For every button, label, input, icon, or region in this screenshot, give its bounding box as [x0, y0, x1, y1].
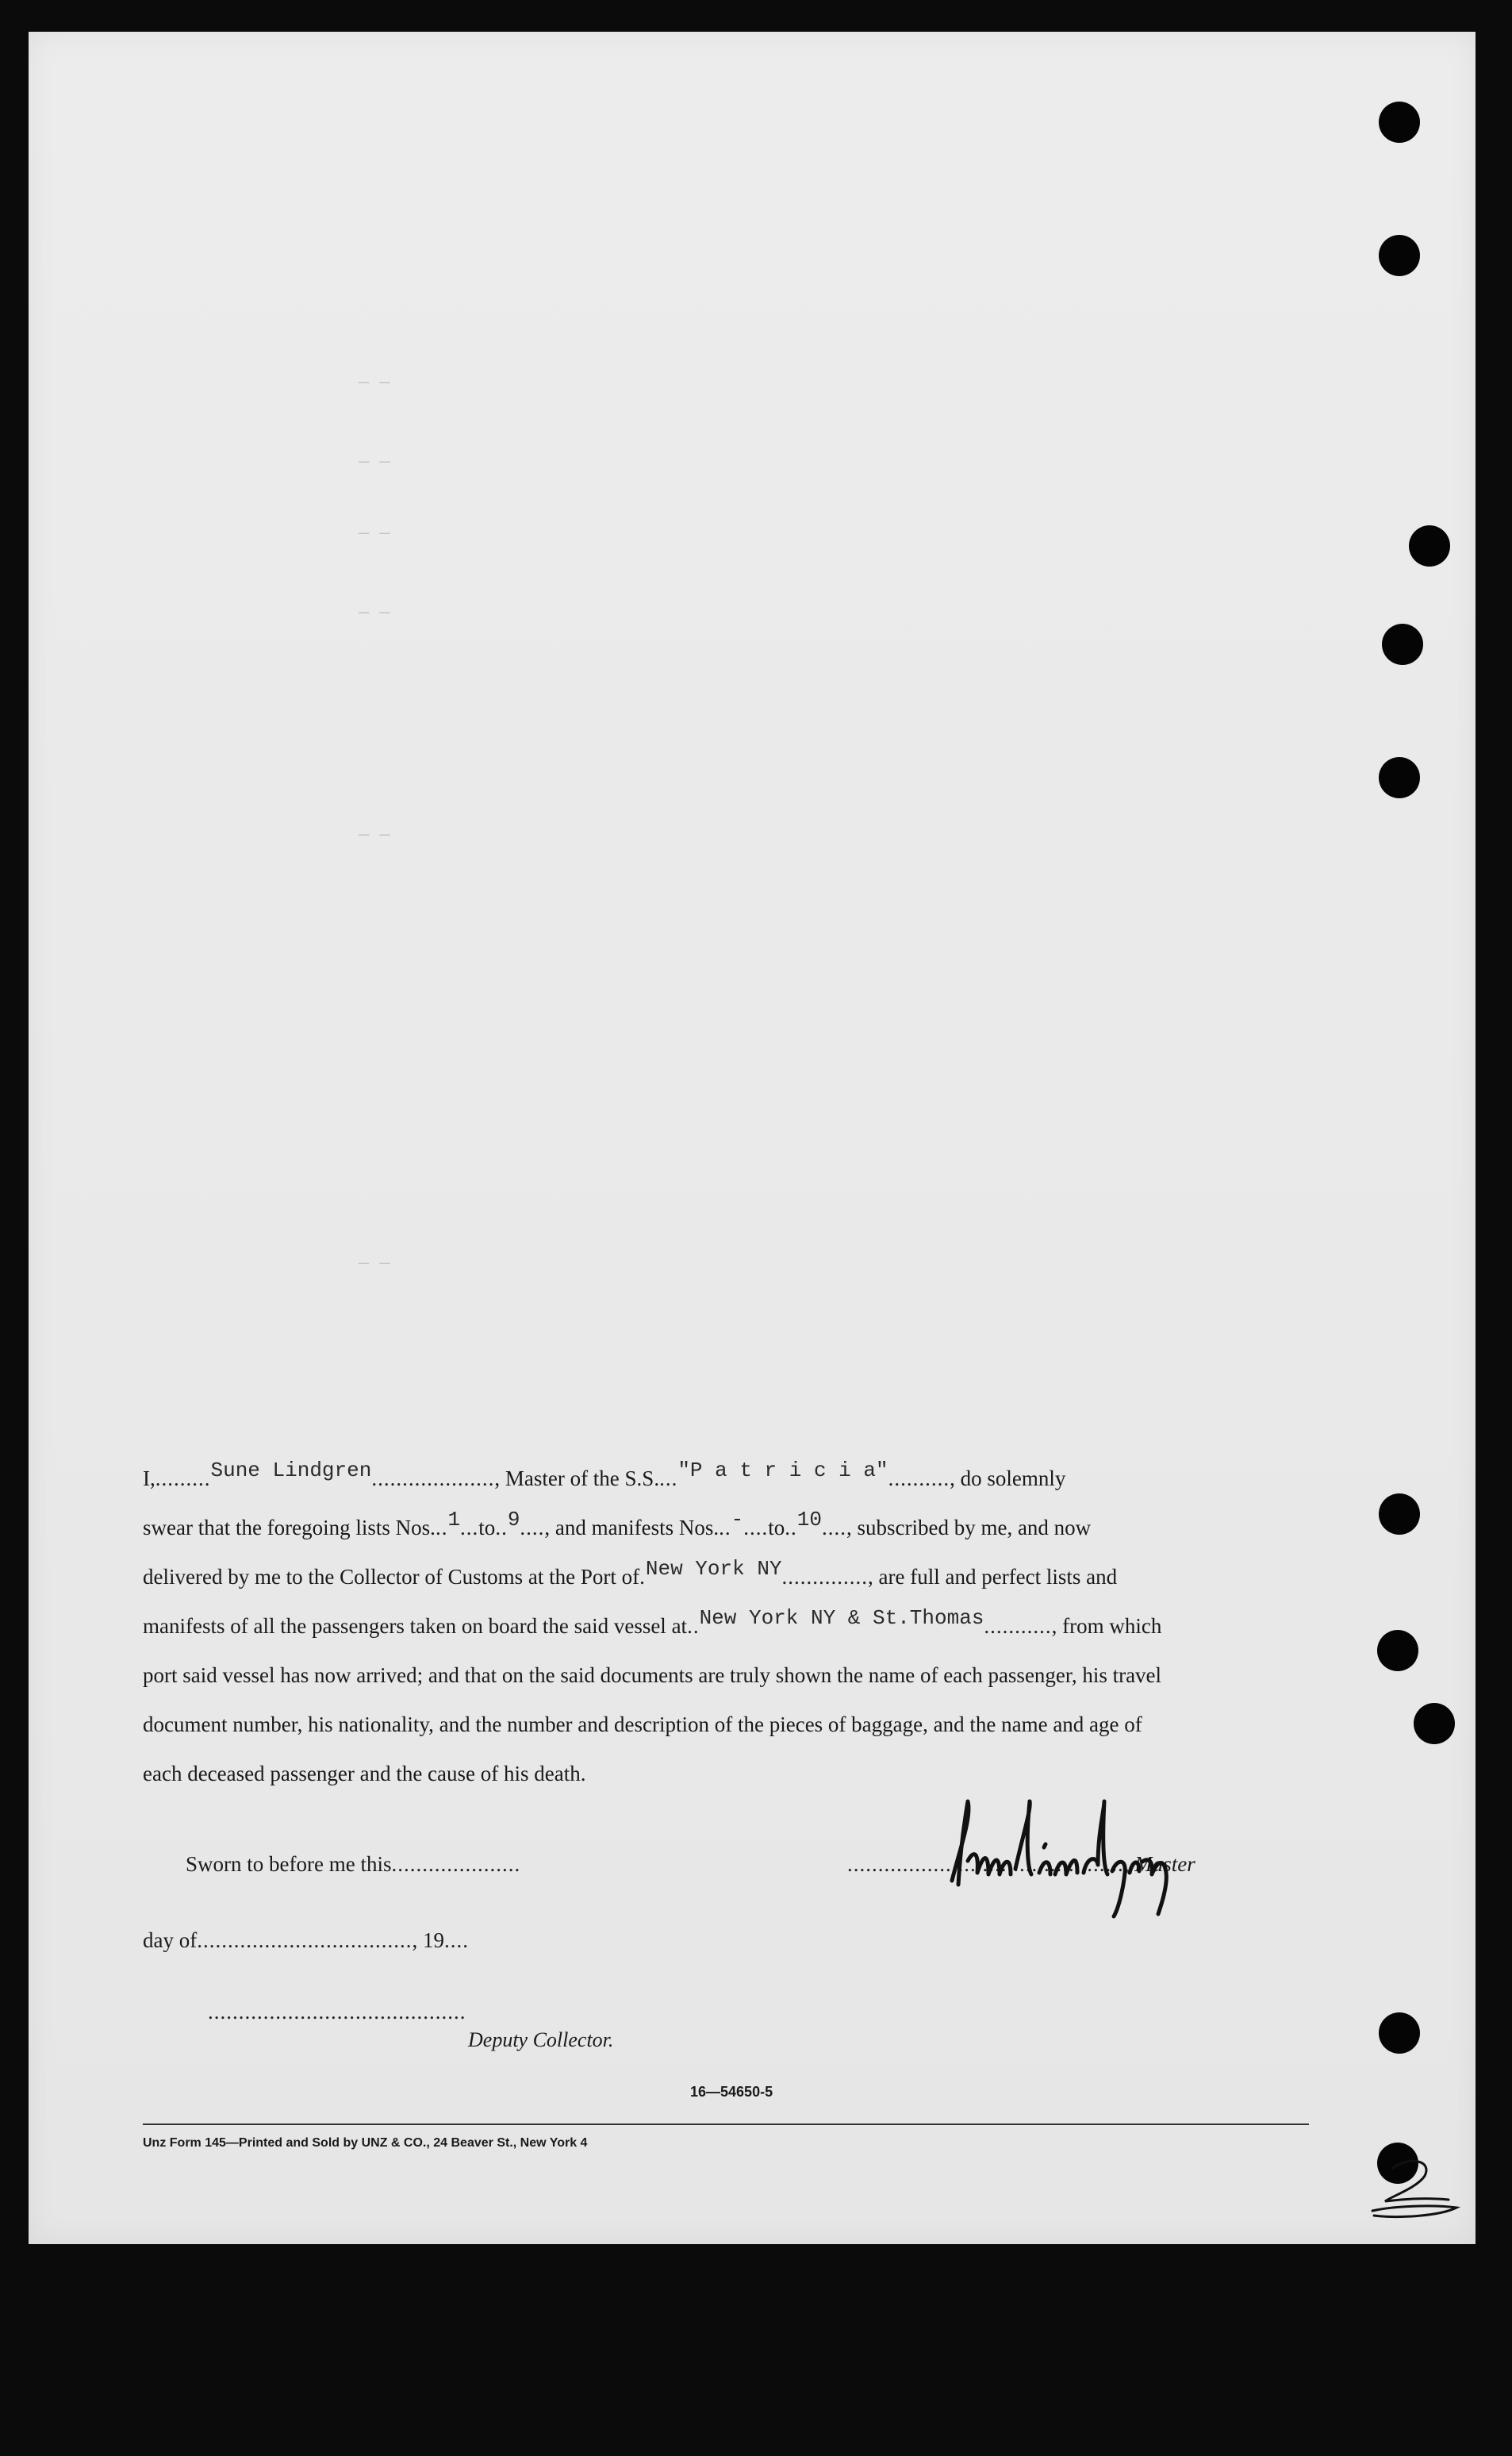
- text: , subscribed by me, and now: [846, 1516, 1092, 1539]
- punch-hole: [1379, 235, 1420, 276]
- text: , Master of the S.S.: [494, 1466, 660, 1490]
- sworn-line: Sworn to before me this.....................: [186, 1852, 521, 1876]
- deputy-signature-line: ..........................................: [208, 2000, 466, 2024]
- port-of-embarkation: New York NY & St.Thomas: [699, 1606, 984, 1630]
- master-label: Master: [1134, 1852, 1195, 1876]
- master-name: Sune Lindgren: [210, 1459, 372, 1482]
- text: , from which: [1051, 1614, 1162, 1638]
- bleed-through-mark: — —: [359, 373, 390, 393]
- bleed-through-mark: — —: [359, 1254, 390, 1274]
- lists-from: 1: [447, 1508, 461, 1532]
- sworn-label: Sworn to before me this: [186, 1852, 392, 1876]
- master-signature-line: ............................................., Master: [847, 1852, 1195, 1876]
- declaration-line-2: swear that the foregoing lists Nos...1...to..9...., and manifests Nos...-....to..10...., subscribed by me, and now: [143, 1508, 1092, 1539]
- text: , do solemnly: [950, 1466, 1066, 1490]
- printer-footer: Unz Form 145—Printed and Sold by UNZ & CO., 24 Beaver St., New York 4: [143, 2136, 588, 2150]
- day-of-label: day of: [143, 1928, 198, 1952]
- declaration-line-4: manifests of all the passengers taken on board the said vessel at..New York NY & St.Thomas..........., from which: [143, 1606, 1162, 1638]
- punch-hole: [1414, 1703, 1455, 1744]
- text: to: [478, 1516, 496, 1539]
- lists-to: 9: [507, 1508, 520, 1532]
- punch-hole: [1377, 1630, 1418, 1671]
- text: delivered by me to the Collector of Customs at the Port of: [143, 1565, 640, 1589]
- form-number: 16—54650-5: [690, 2084, 773, 2100]
- bleed-through-mark: — —: [359, 524, 390, 544]
- punch-hole: [1379, 102, 1420, 143]
- declaration-line-3: delivered by me to the Collector of Customs at the Port of.New York NY.............., are full and perfect lists and: [143, 1557, 1118, 1589]
- text: , and manifests Nos.: [544, 1516, 720, 1539]
- text: I,: [143, 1466, 155, 1490]
- text: to: [768, 1516, 785, 1539]
- text: swear that the foregoing lists Nos.: [143, 1516, 436, 1539]
- master-signature: [928, 1785, 1198, 1920]
- ship-name: "P a t r i c i a": [677, 1459, 888, 1482]
- bleed-through-mark: — —: [359, 825, 390, 845]
- text: , are full and perfect lists and: [868, 1565, 1118, 1589]
- text: document number, his nationality, and the number and description of the pieces of baggage, and the name and age of: [143, 1712, 1142, 1736]
- deputy-collector-label: Deputy Collector.: [468, 2028, 614, 2051]
- document-page: [29, 32, 1476, 2244]
- punch-hole: [1382, 624, 1423, 665]
- bleed-through-mark: — —: [359, 603, 390, 623]
- handwritten-page-mark: [1361, 2152, 1464, 2223]
- punch-hole: [1379, 2012, 1420, 2054]
- master-declaration: [143, 1459, 1309, 1811]
- manifests-to: 10: [796, 1508, 822, 1532]
- punch-hole: [1379, 1493, 1420, 1535]
- text: manifests of all the passengers taken on board the said vessel at: [143, 1614, 688, 1638]
- text: port said vessel has now arrived; and that on the said documents are truly shown the name of each passenger, his travel: [143, 1663, 1162, 1687]
- manifests-from: -: [731, 1508, 744, 1532]
- punch-hole: [1379, 757, 1420, 798]
- declaration-line-1: I,.........Sune Lindgren...................., Master of the S.S...."P a t r i c i a".........., do solemnly: [143, 1459, 1066, 1490]
- year-prefix: , 19: [412, 1928, 444, 1952]
- declaration-line-5: [143, 1663, 1309, 1712]
- declaration-line-6: [143, 1712, 1309, 1762]
- day-of-line: day of..................................., 19....: [143, 1928, 469, 1952]
- footer-divider: [143, 2124, 1309, 2125]
- bleed-through-mark: — —: [359, 452, 390, 472]
- port-of-arrival: New York NY: [645, 1557, 782, 1581]
- text: each deceased passenger and the cause of his death.: [143, 1762, 586, 1785]
- punch-hole: [1409, 525, 1450, 567]
